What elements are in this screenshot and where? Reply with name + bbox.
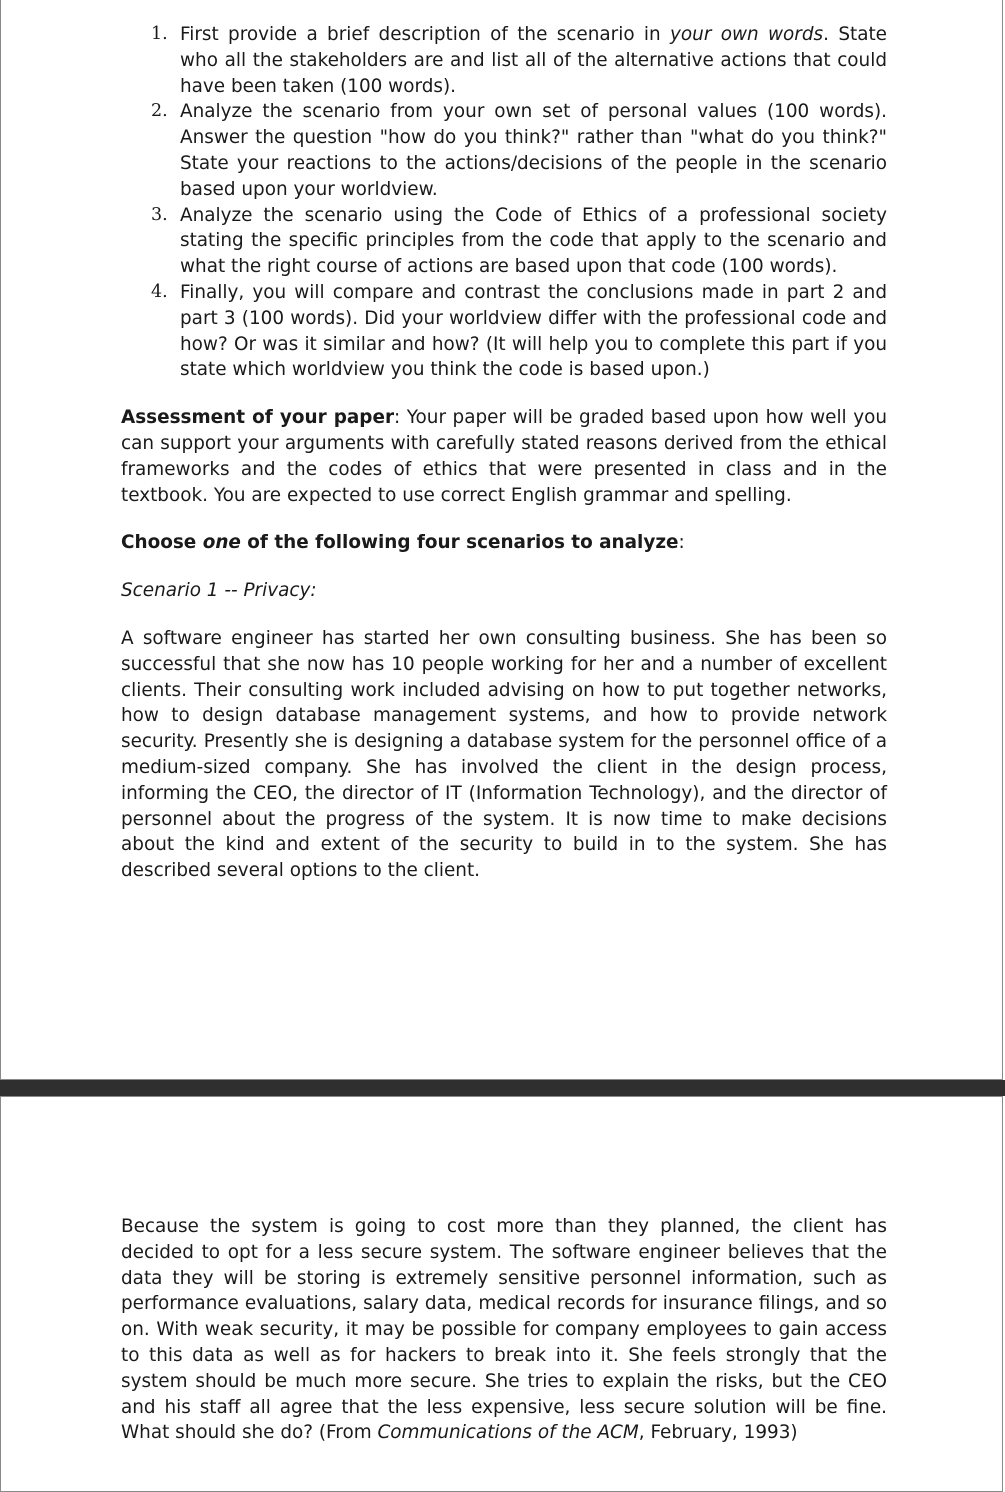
list-item xyxy=(121,280,887,383)
list-item-text: First provide a brief description of the scenario in your own words. State who all the stakeholders are and list all of the alternative actions that could have been taken (100 words). xyxy=(180,24,887,97)
list-number: 2. xyxy=(151,101,168,122)
list-item xyxy=(121,99,887,202)
source-title: Communications of the ACM xyxy=(377,1422,639,1444)
list-item-text: Analyze the scenario using the Code of Ethics of a professional society stating the specific principles from the code that apply to the scenario and what the right course of actions are based upon that code (100 words). xyxy=(180,204,887,278)
scenario-paragraph-2: Because the system is going to cost more than they planned, the client has decided to opt for a less secure system. The software engineer believes that the data they will be storing is extremely sensitive personnel information, such as performance evaluations, salary data, medical records for insurance filings, and so on. With weak security, it may be possible for company employees to gain access to this data as well as for hackers to break into it. She feels strongly that the system should be much more secure. She tries to explain the risks, but the CEO and his staff all agree that the less expensive, less secure solution will be fine. What should she do? (From Communications of the ACM, February, 1993) xyxy=(121,1216,887,1444)
instructions-list xyxy=(121,22,887,383)
page-2-content xyxy=(121,1214,887,1446)
scenario-title: Scenario 1 -- Privacy: xyxy=(121,580,317,602)
assessment-paragraph: Assessment of your paper: Your paper will be graded based upon how well you can support your arguments with carefully stated reasons derived from the ethical frameworks and the codes of ethics that were presented in class and in the textbook. You are expected to use correct English grammar and spelling. xyxy=(121,407,887,506)
list-item-text: Finally, you will compare and contrast the conclusions made in part 2 and part 3 (100 words). Did your worldview differ with the professional code and how? Or was it similar and how? (It will help you to complete this part if you state which worldview you think the code is based upon.) xyxy=(180,281,887,381)
list-item xyxy=(121,203,887,280)
list-item xyxy=(121,22,887,99)
list-item-text: Analyze the scenario from your own set of personal values (100 words). Answer the question "how do you think?" rather than "what do you think?" State your reactions to the actions/decisions of the people in the scenario based upon your worldview. xyxy=(180,101,887,200)
list-number: 3. xyxy=(151,204,168,225)
list-number: 4. xyxy=(151,281,168,302)
list-number: 1. xyxy=(151,24,168,44)
page-separator xyxy=(0,1080,1005,1096)
scenario-paragraph-1: A software engineer has started her own consulting business. She has been so successful that she now has 10 people working for her and a number of excellent clients. Their consulting work included advising on how to put together networks, how to design database management systems, and how to provide network security. Presently she is designing a database system for the personnel office of a medium-sized company. She has involved the client in the design process, informing the CEO, the director of IT (Information Technology), and the director of personnel about the progress of the system. It is now time to make decisions about the kind and extent of the security to build in to the system. She has described several options to the client. xyxy=(121,627,887,882)
document-page-2 xyxy=(0,1096,1003,1492)
assessment-label: Assessment of your paper xyxy=(121,407,395,429)
page-1-content xyxy=(121,22,887,884)
choose-heading: Choose one of the following four scenarios to analyze: xyxy=(121,532,685,554)
